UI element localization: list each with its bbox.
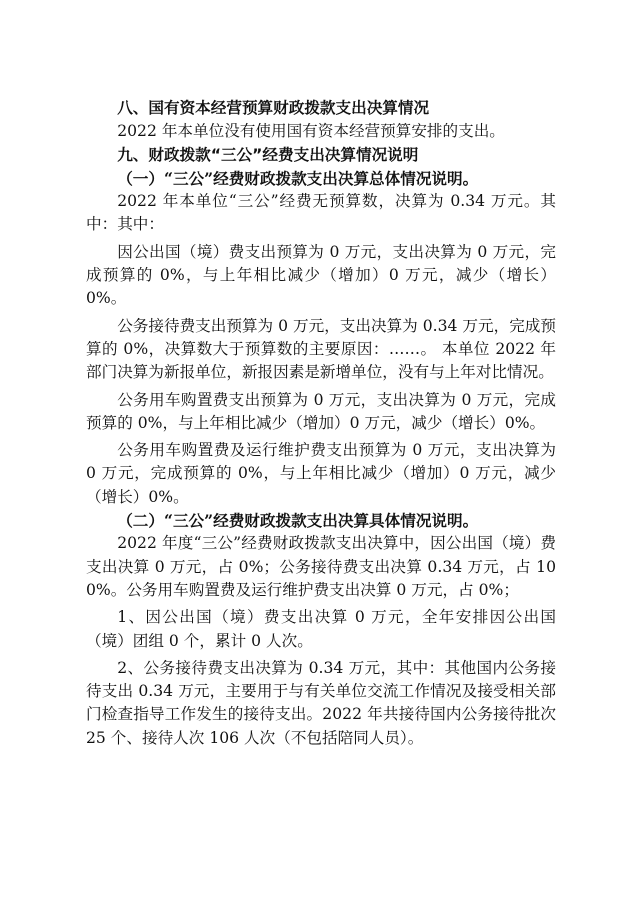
- subsection-1-heading: （一）“三公”经费财政拨款支出决算总体情况说明。: [117, 168, 479, 188]
- subsection-1-paragraph-1: 2022 年本单位“三公”经费无预算数，决算为 0.34 万元。其中：其中：: [86, 192, 556, 234]
- document-body: [86, 97, 556, 750]
- subsection-2-paragraph-2: 1、因公出国（境）费支出决算 0 万元，全年安排因公出国（境）团组 0 个，累计 0 人次。: [86, 608, 556, 650]
- subsection-1-paragraph-3: 公务接待费支出预算为 0 万元，支出决算为 0.34 万元，完成预算的 0%，决算数大于预算数的主要原因：……。 本单位 2022 年部门决算为新报单位，新报因素是新增单位，没有与上年对比情况。: [86, 316, 556, 382]
- subsection-1-paragraph-4: 公务用车购置费支出预算为 0 万元，支出决算为 0 万元，完成预算的 0%，与上年相比减少（增加）0 万元，减少（增长）0%。: [86, 390, 556, 432]
- section-8-paragraph: 2022 年本单位没有使用国有资本经营预算安排的支出。: [117, 122, 505, 141]
- section-8-heading: 八、国有资本经营预算财政拨款支出决算情况: [117, 99, 430, 117]
- subsection-1-paragraph-2: 因公出国（境）费支出预算为 0 万元，支出决算为 0 万元，完成预算的 0%，与上年相比减少（增加）0 万元，减少（增长）0%。: [86, 242, 556, 308]
- subsection-1-paragraph-5: 公务用车购置费及运行维护费支出预算为 0 万元，支出决算为 0 万元，完成预算的 0%，与上年相比减少（增加）0 万元，减少（增长）0%。: [86, 441, 556, 506]
- subsection-2-heading: （二）“三公”经费财政拨款支出决算具体情况说明。: [117, 511, 479, 531]
- subsection-2-paragraph-3: 2、公务接待费支出决算为 0.34 万元，其中：其他国内公务接待支出 0.34 万元，主要用于与有关单位交流工作情况及接受相关部门检查指导工作发生的接待支出。2022 年共接待国内公务接待批次 25 个、接待人次 106 人次（不包括陪同人员）。: [86, 658, 556, 747]
- section-9-heading: 九、财政拨款“三公”经费支出决算情况说明: [117, 145, 419, 164]
- subsection-2-paragraph-1: 2022 年度“三公”经费财政拨款支出决算中，因公出国（境）费支出决算 0 万元，占 0%；公务接待费支出决算 0.34 万元，占 100%。公务用车购置费及运行维护费支出决算 0 万元，占 0%；: [86, 534, 556, 599]
